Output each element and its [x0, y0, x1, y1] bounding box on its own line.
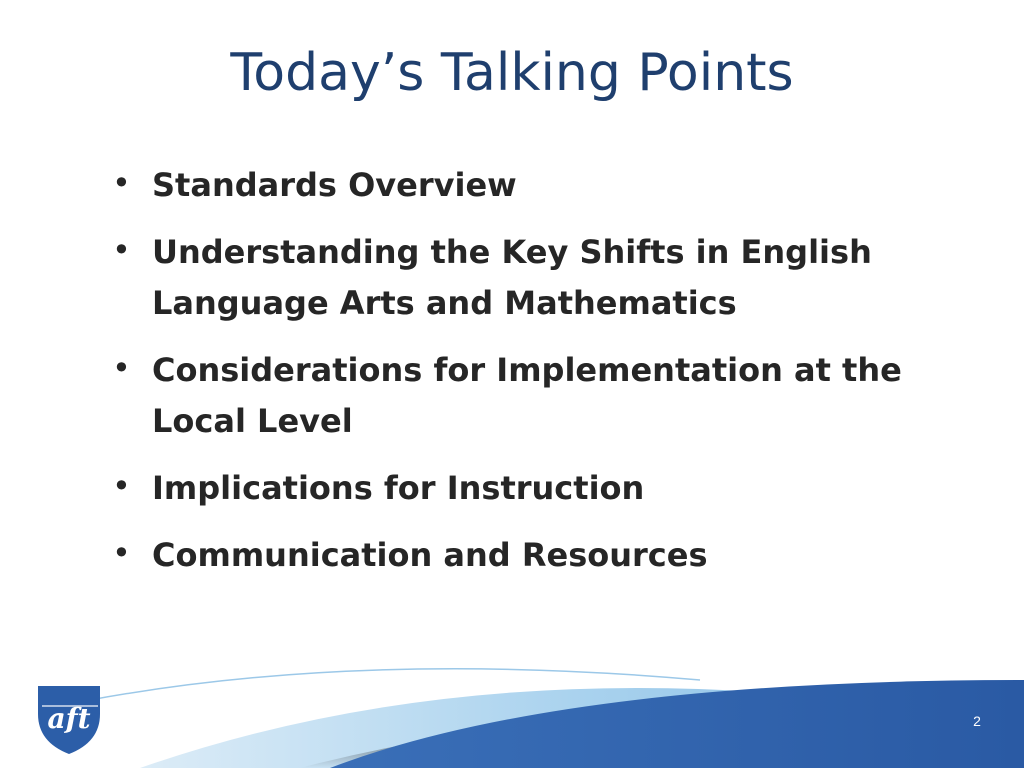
slide-title: Today’s Talking Points	[230, 43, 794, 103]
bullet-item	[112, 227, 952, 329]
bullet-label: Implications for Instruction	[152, 469, 645, 507]
bullet-dot-icon: •	[112, 467, 131, 505]
bullet-label: Considerations for Implementation at the Local Level	[152, 351, 902, 440]
bullet-item	[112, 530, 952, 581]
bullet-dot-icon: •	[112, 349, 131, 387]
bullet-label: Standards Overview	[152, 166, 517, 204]
footer-swoosh	[0, 640, 1024, 768]
bullet-dot-icon: •	[112, 164, 131, 202]
page-number: 2	[973, 713, 981, 729]
bullet-item	[112, 345, 952, 447]
bullet-list	[112, 160, 952, 597]
bullet-item	[112, 160, 952, 211]
bullet-dot-icon: •	[112, 231, 131, 269]
logo-text: aft	[47, 702, 91, 735]
bullet-item	[112, 463, 952, 514]
bullet-label: Communication and Resources	[152, 536, 708, 574]
aft-logo	[32, 684, 106, 756]
bullet-dot-icon: •	[112, 534, 131, 572]
bullet-label: Understanding the Key Shifts in English Language Arts and Mathematics	[152, 233, 872, 322]
